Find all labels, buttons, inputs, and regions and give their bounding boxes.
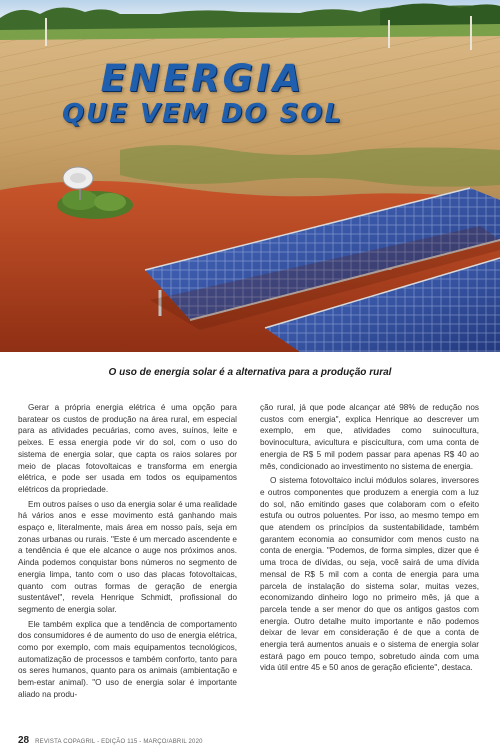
solar-farm-illustration bbox=[0, 0, 500, 352]
article-paragraph: O sistema fotovoltaico inclui módulos solares, inversores e outros componentes que produzem a energia com a luz do sol, não emitindo gases que colaboram com o efeito estufa ou outros poluentes. Por isso, ao mesmo tempo em que atendem os princípios da sustentabilidade, também garantem economia ao consumidor com menos custo na conta de energia. "Podemos, de forma simples, dizer que é uma troca de dívidas, ou seja, você sairá de uma dívida mensal de R$ 5 mil com a conta de energia para uma parcela de instalação do sistema solar, muitas vezes, economizando dinheiro logo no primeiro mês, já que a parcela tende a ser menor do que os antigos gastos com energia. Outro detalhe muito importante e não podemos deixar de levar em consideração é de que a conta de energia terá aumentos anuais e o sistema de energia solar estará pago em pouco tempo, sobretudo ainda com uma vida útil entre 45 e 50 anos de geração eficiente", destaca. bbox=[260, 476, 479, 673]
article-column-left bbox=[18, 402, 237, 704]
article-paragraph: Ele também explica que a tendência de comportamento dos consumidores é de aumento do uso de energia elétrica, como por exemplo, com mais equipamentos tecnológicos, automatização de processos e também conforto, tanto para os seres humanos, quanto para os animais (ambientação e bem-estar animal). "O uso de energia solar é importante aliado na produ- bbox=[18, 619, 237, 699]
title-line-1: ENERGIA bbox=[100, 57, 305, 100]
page-footer bbox=[18, 735, 203, 747]
article-paragraph: Gerar a própria energia elétrica é uma opção para baratear os custos de produção na área rural, em especial para as atividades pecuárias, como aves, suínos, leite e peixes. E essa energia pode vir do sol, com o uso do sistema de energia solar, que capta os raios solares por meio de placas fotovoltaicas e transforma em energia elétrica, e pode ser usada em todos os equipamentos elétricos da propriedade. bbox=[18, 403, 237, 494]
article-paragraph: Em outros países o uso da energia solar é uma realidade há vários anos e esse movimento está ganhando mais espaço e, literalmente, mais área em nosso país, seja em zonas urbanas ou rurais. "Este é um mercado ascendente e a tendência é que ele alcance o auge nos próximos anos. Ainda podemos conquistar bons números no segmento de energia limpa, tanto com o uso das placas fotovoltaicas, quanto com outras formas de geração de energia sustentável", revela Henrique Schmidt, profissional do segmento de energia solar. bbox=[18, 499, 237, 614]
hero-photo bbox=[0, 0, 500, 352]
article-column-right bbox=[260, 402, 479, 677]
title-line-2: QUE VEM DO SOL bbox=[62, 99, 343, 129]
photo-caption: O uso de energia solar é a alternativa para a produção rural bbox=[108, 367, 392, 378]
page-number: 28 bbox=[18, 735, 30, 746]
running-title: REVISTA COPAGRIL - EDIÇÃO 115 - MARÇO/ABRIL 2020 bbox=[35, 739, 203, 745]
article-paragraph: ção rural, já que pode alcançar até 98% de redução nos custos com energia", explica Henrique ao descrever um exemplo, em que, atividades como suinocultura, bovinocultura, avicultura e piscicultura, com uma conta de energia de R$ 5 mil podem passar para apenas R$ 40 ao mês, condicionado ao investimento no sistema de energia. bbox=[260, 403, 479, 471]
page-title bbox=[62, 57, 343, 129]
